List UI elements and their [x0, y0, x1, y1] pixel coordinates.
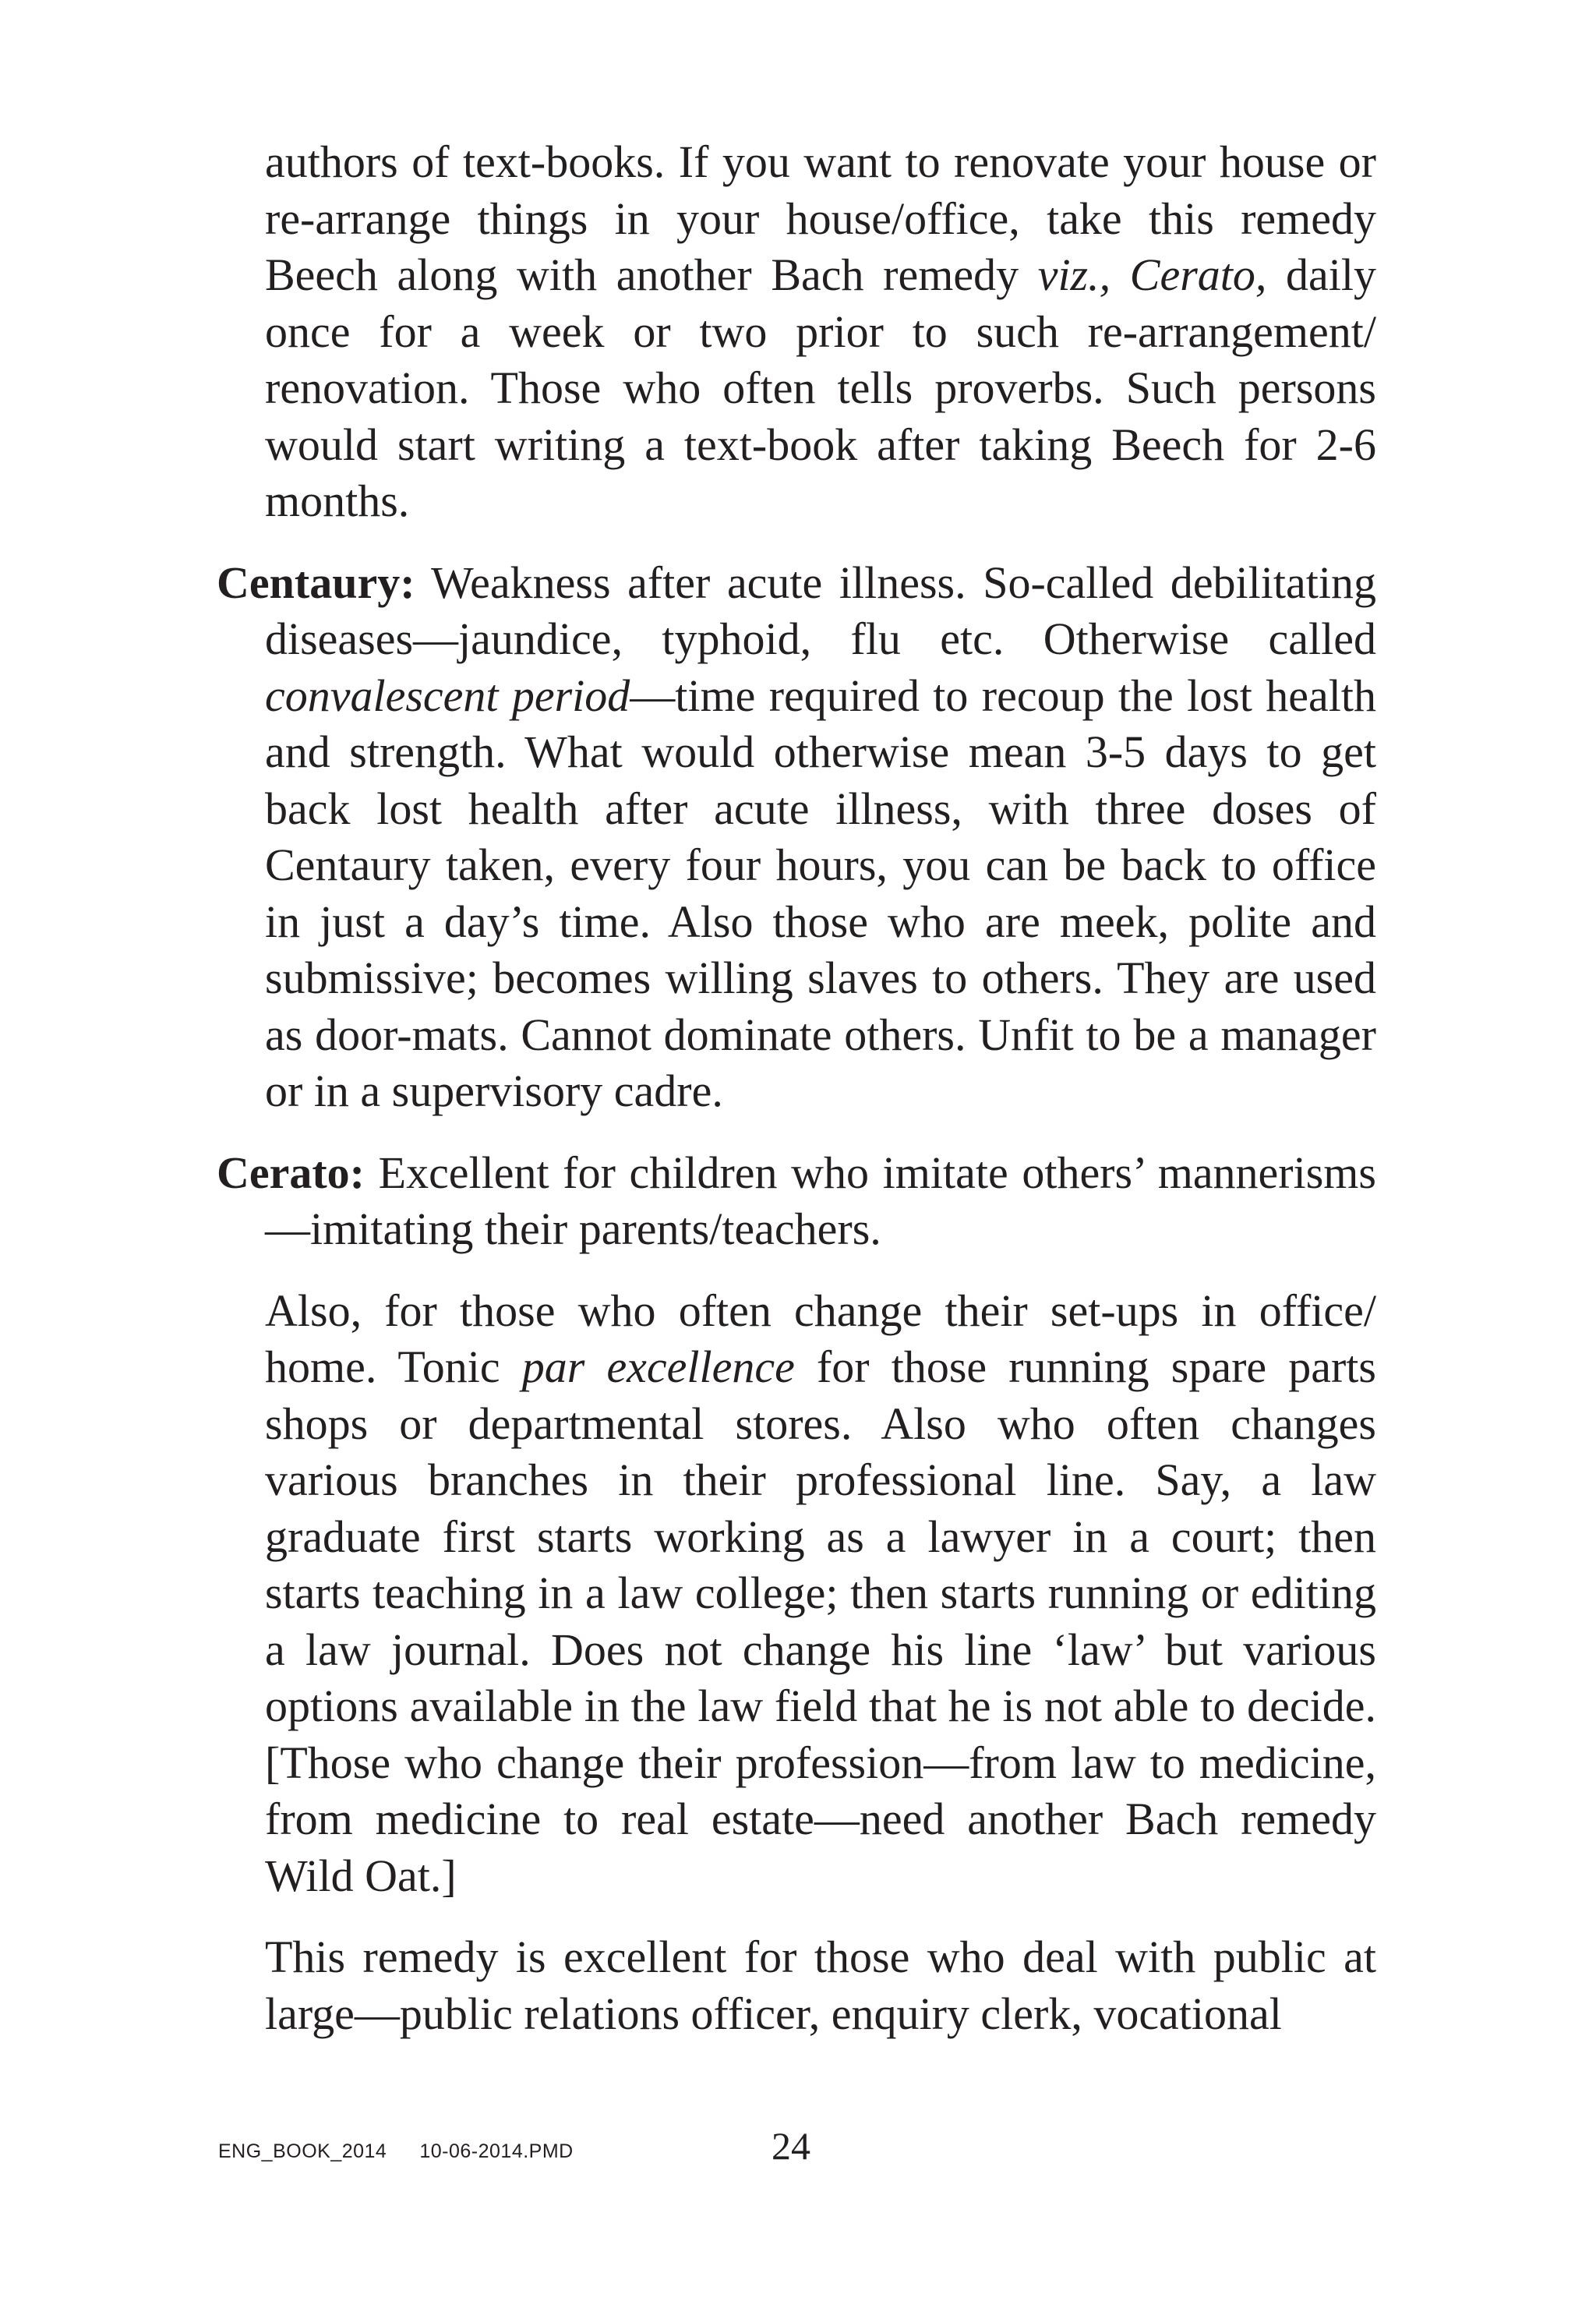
paragraph-cerato-3 [217, 1929, 1376, 2042]
paragraph-beech-continued [217, 134, 1376, 530]
text-run: for those running spare parts shops or departmental stores. Also who often changes various branches in their professional line. Say, a law graduate first starts working as a lawyer in a court; then starts teaching in a law college; then starts running or editing a law journal. Does not change his line ‘law’ but various options available in the law field that he is not able to decide. [Those who change their profession—from law to medicine, from medicine to real estate—need another Bach remedy Wild Oat.] [265, 1341, 1376, 1901]
italic-text-run: viz., Cerato, [1037, 249, 1267, 300]
page-body [217, 134, 1376, 2042]
entry-term: Cerato: [217, 1147, 365, 1198]
text-run: Excellent for children who imitate others’ mannerisms—imitating their parents/teachers. [265, 1147, 1376, 1254]
italic-text-run: par excellence [521, 1341, 795, 1392]
text-run: authors of text-books. If you want to renovate your house or re-arrange things in your house/office, take this remedy Beech along with another Bach remedy [265, 136, 1376, 300]
text-run: Also, for those who often change their set-ups in office/ home. Tonic [265, 1285, 1376, 1392]
paragraph-cerato-2 [217, 1283, 1376, 1905]
entry-centaury [217, 555, 1376, 1120]
file-name: ENG_BOOK_2014 [218, 2140, 387, 2162]
page-number: 24 [772, 2124, 810, 2168]
text-run: Weakness after acute illness. So-called debilitating diseases—jaundice, typhoid, flu etc. Otherwise called [265, 557, 1376, 664]
italic-text-run: convalescent period [265, 670, 630, 721]
entry-cerato [217, 1145, 1376, 1258]
text-run: —time required to recoup the lost health and strength. What would otherwise mean 3-5 days to get back lost health after acute illness, with three doses of Centaury taken, every four hours, you can be back to office in just a day’s time. Also those who are meek, polite and submissive; becomes willing slaves to others. They are used as door-mats. Cannot dominate others. Unfit to be a manager or in a supervisory cadre. [265, 670, 1376, 1116]
file-date: 10-06-2014.PMD [419, 2140, 574, 2162]
text-run: This remedy is excellent for those who deal with public at large—public relations officer, enquiry clerk, vocational [265, 1931, 1376, 2039]
text-run: daily once for a week or two prior to such re-arrangement/ renovation. Those who often tells proverbs. Such persons would start writing a text-book after taking Beech for 2-6 months. [265, 249, 1376, 526]
entry-term: Centaury: [217, 557, 415, 608]
print-slug [218, 2140, 574, 2163]
